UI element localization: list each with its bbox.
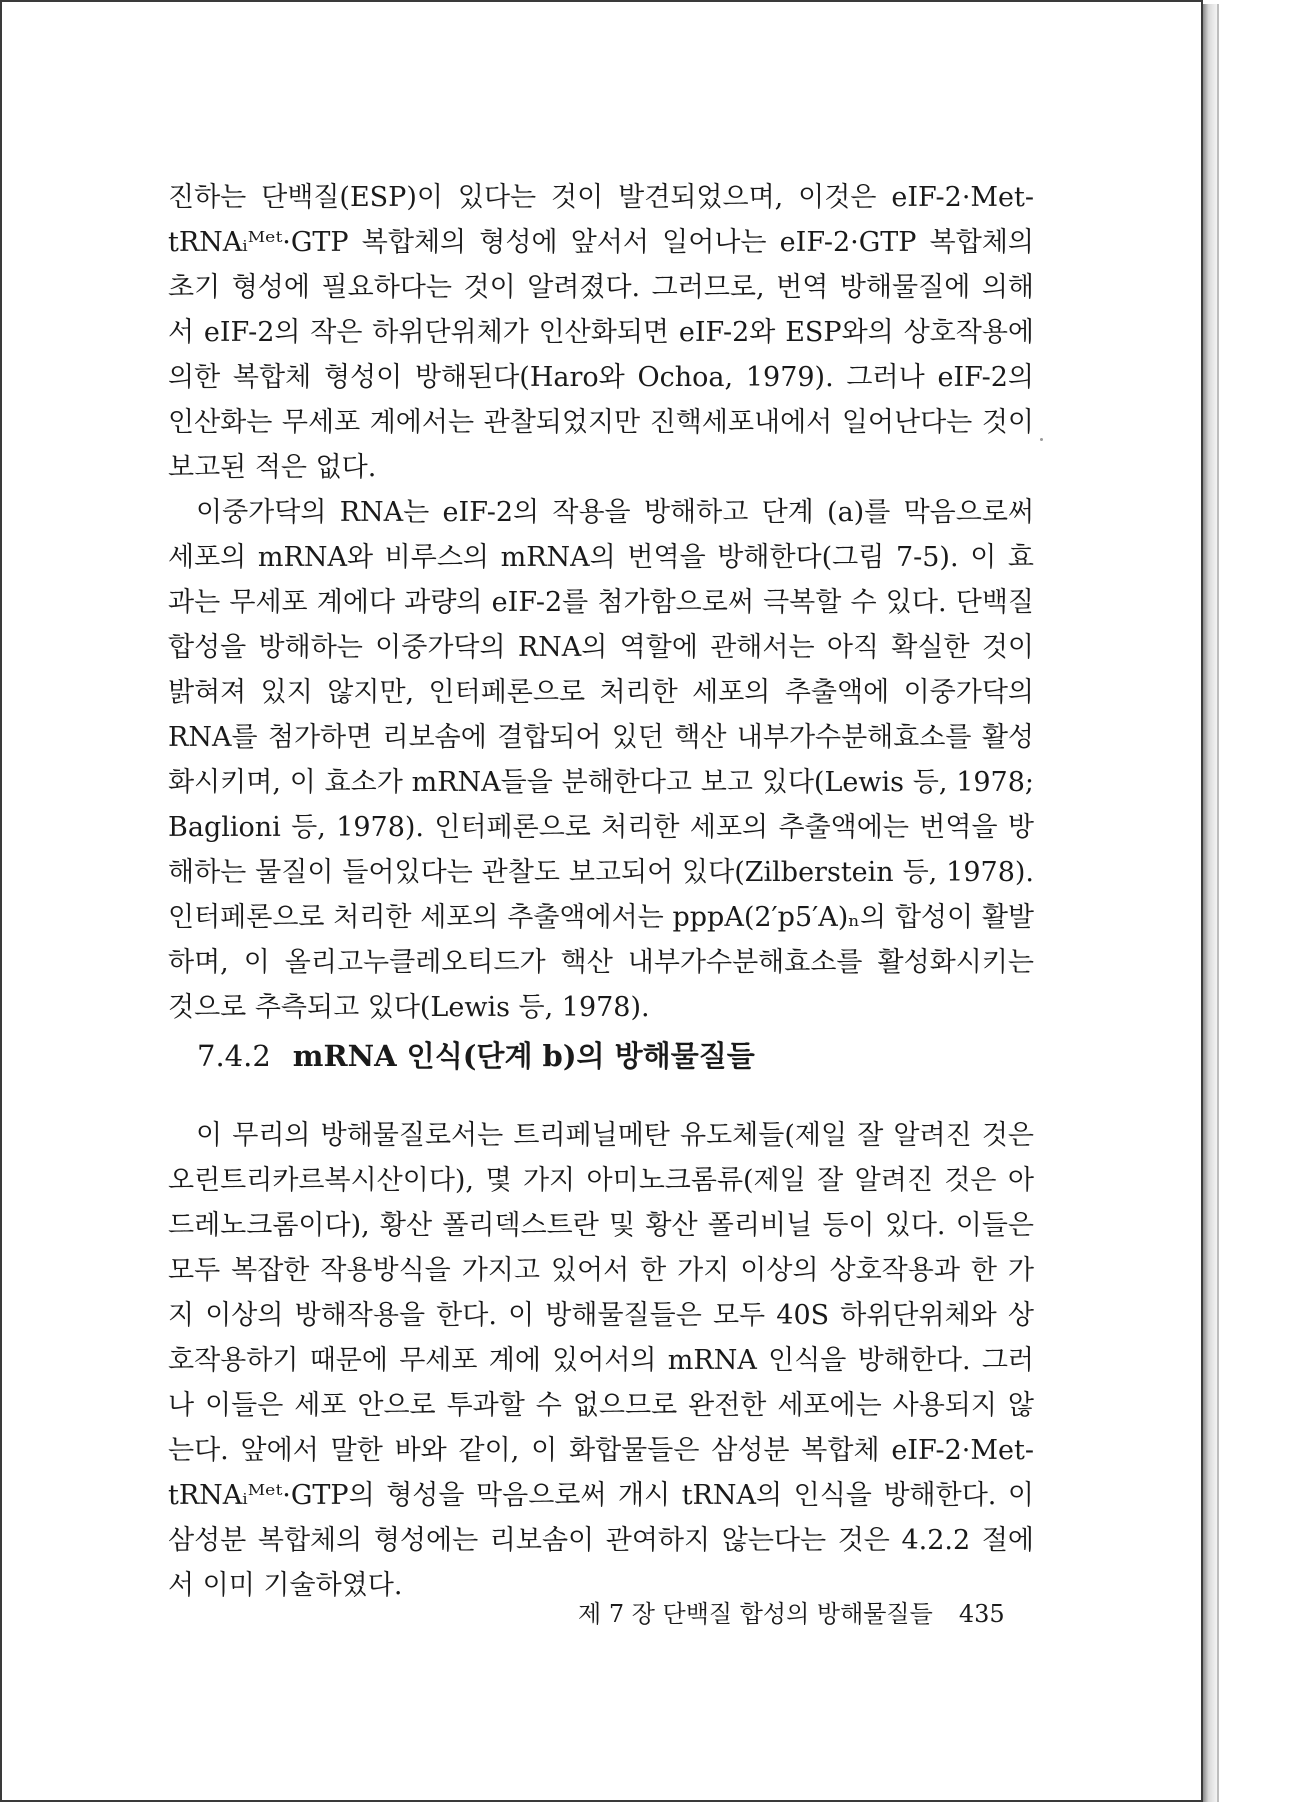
section-title: mRNA 인식(단계 b)의 방해물질들 — [292, 1039, 755, 1073]
page-edge-shadow — [1203, 4, 1217, 1802]
section-number: 7.4.2 — [197, 1039, 271, 1073]
scan-speck — [1040, 438, 1043, 441]
paragraph: 진하는 단백질(ESP)이 있다는 것이 발견되었으며, 이것은 eIF-2·Met-tRNAᵢᴹᵉᵗ·GTP 복합체의 형성에 앞서서 일어나는 eIF-2·GTP 복합체의 초기 형성에 필요하다는 것이 알려졌다. 그러므로, 번역 방해물질에 의해서 eIF-2의 작은 하위단위체가 인산화되면 eIF-2와 ESP와의 상호작용에 의한 복합체 형성이 방해된다(Haro와 Ochoa, 1979). 그러나 eIF-2의 인산화는 무세포 계에서는 관찰되었지만 진핵세포내에서 일어난다는 것이 보고된 적은 없다. — [168, 182, 1034, 483]
chapter-title: 제 7 장 단백질 합성의 방해물질들 — [578, 1600, 933, 1628]
page-edge-line — [1217, 4, 1219, 1802]
body-text-bottom — [168, 1113, 1034, 1608]
paragraph: 이 무리의 방해물질로서는 트리페닐메탄 유도체들(제일 잘 알려진 것은 오린트리카르복시산이다), 몇 가지 아미노크롬류(제일 잘 알려진 것은 아드레노크롬이다), 황산 폴리덱스트란 및 황산 폴리비닐 등이 있다. 이들은 모두 복잡한 작용방식을 가지고 있어서 한 가지 이상의 상호작용과 한 가지 이상의 방해작용을 한다. 이 방해물질들은 모두 40S 하위단위체와 상호작용하기 때문에 무세포 계에 있어서의 mRNA 인식을 방해한다. 그러나 이들은 세포 안으로 투과할 수 없으므로 완전한 세포에는 사용되지 않는다. 앞에서 말한 바와 같이, 이 화합물들은 삼성분 복합체 eIF-2·Met-tRNAᵢᴹᵉᵗ·GTP의 형성을 막음으로써 개시 tRNA의 인식을 방해한다. 이 삼성분 복합체의 형성에는 리보솜이 관여하지 않는다는 것은 4.2.2 절에서 이미 기술하였다. — [168, 1120, 1034, 1601]
body-text-top — [168, 175, 1034, 1030]
section-heading — [197, 1034, 755, 1075]
page-number: 435 — [958, 1600, 1005, 1628]
paragraph: 이중가닥의 RNA는 eIF-2의 작용을 방해하고 단계 (a)를 막음으로써 세포의 mRNA와 비루스의 mRNA의 번역을 방해한다(그림 7-5). 이 효과는 무세포 계에다 과량의 eIF-2를 첨가함으로써 극복할 수 있다. 단백질 합성을 방해하는 이중가닥의 RNA의 역할에 관해서는 아직 확실한 것이 밝혀져 있지 않지만, 인터페론으로 처리한 세포의 추출액에 이중가닥의 RNA를 첨가하면 리보솜에 결합되어 있던 핵산 내부가수분해효소를 활성화시키며, 이 효소가 mRNA들을 분해한다고 보고 있다(Lewis 등, 1978; Baglioni 등, 1978). 인터페론으로 처리한 세포의 추출액에는 번역을 방해하는 물질이 들어있다는 관찰도 보고되어 있다(Zilberstein 등, 1978). 인터페론으로 처리한 세포의 추출액에서는 pppA(2′p5′A)ₙ의 합성이 활발하며, 이 올리고누클레오티드가 핵산 내부가수분해효소를 활성화시키는 것으로 추측되고 있다(Lewis 등, 1978). — [168, 497, 1034, 1023]
running-footer — [578, 1594, 1005, 1629]
